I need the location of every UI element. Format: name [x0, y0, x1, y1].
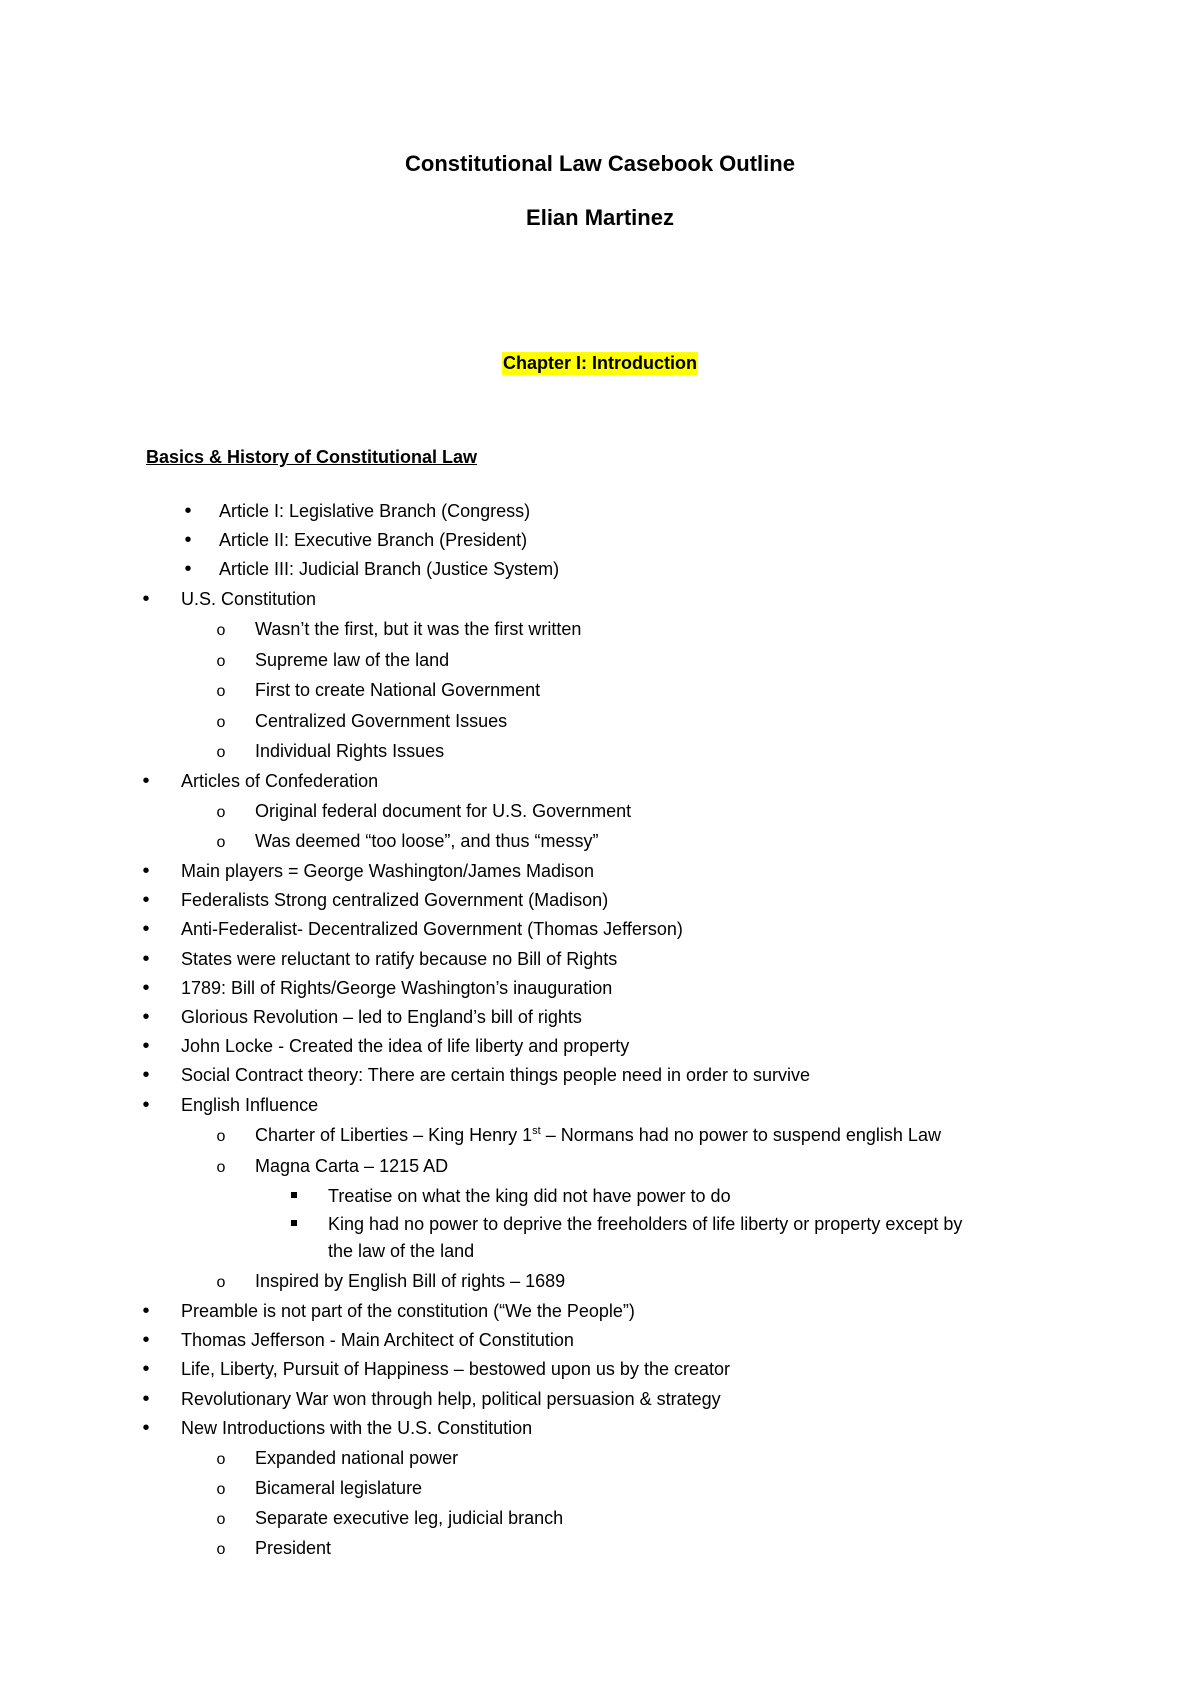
- outline-item-level-2: [255, 1507, 563, 1529]
- outline-item-level-2: [255, 1477, 422, 1499]
- outline-item-text: States were reluctant to ratify because no Bill of Rights: [181, 949, 618, 969]
- outline-item-text: 1789: Bill of Rights/George Washington’s inauguration: [181, 978, 613, 998]
- bullet-dot-icon: [178, 500, 198, 522]
- bullet-dot-icon: [136, 1006, 156, 1028]
- outline-item-level-1: [181, 860, 594, 882]
- outline-item-level-1: [181, 1094, 318, 1116]
- outline-item-level-3: [328, 1213, 962, 1235]
- outline-item-level-1: [219, 500, 530, 522]
- outline-item-text: Was deemed “too loose”, and thus “messy”: [255, 831, 599, 851]
- outline-item-text: Anti-Federalist- Decentralized Government (Thomas Jefferson): [181, 919, 683, 939]
- bullet-circle-icon: [211, 1507, 231, 1531]
- outline-item-text: Federalists Strong centralized Government (Madison): [181, 890, 609, 910]
- bullet-dot-icon: [136, 1329, 156, 1351]
- outline-item-text: Thomas Jefferson - Main Architect of Constitution: [181, 1330, 574, 1350]
- bullet-circle-icon: [211, 618, 231, 642]
- bullet-circle-icon: [211, 710, 231, 734]
- outline-item-text: President: [255, 1538, 332, 1558]
- outline-item-level-1: [219, 558, 559, 580]
- outline-item-level-2: [255, 1537, 331, 1559]
- outline-item-level-2: [255, 1447, 458, 1469]
- outline-item-text: Preamble is not part of the constitution (“We the People”): [181, 1301, 635, 1321]
- outline-item-level-2: [255, 1270, 565, 1292]
- superscript-text: st: [532, 1125, 541, 1137]
- outline-item-text: Revolutionary War won through help, political persuasion & strategy: [181, 1389, 721, 1409]
- bullet-dot-icon: [178, 558, 198, 580]
- outline-item-level-1: [181, 1388, 721, 1410]
- outline-item-level-3: [328, 1240, 474, 1262]
- bullet-dot-icon: [136, 770, 156, 792]
- outline-item-text: Supreme law of the land: [255, 650, 450, 670]
- document-author: Elian Martinez: [526, 205, 674, 230]
- outline-item-level-2: [255, 618, 581, 640]
- bullet-dot-icon: [136, 1388, 156, 1410]
- outline-item-level-1: [181, 889, 608, 911]
- outline-item-level-3: [328, 1185, 731, 1207]
- bullet-dot-icon: [136, 1035, 156, 1057]
- bullet-dot-icon: [136, 1094, 156, 1116]
- document-title: Constitutional Law Casebook Outline: [405, 151, 795, 176]
- bullet-dot-icon: [136, 977, 156, 999]
- bullet-circle-icon: [211, 1155, 231, 1179]
- outline-item-level-2: [255, 679, 540, 701]
- bullet-circle-icon: [211, 740, 231, 764]
- outline-item-text-continued: – Normans had no power to suspend english Law: [540, 1125, 941, 1145]
- outline-item-level-1: [181, 1358, 730, 1380]
- outline-item-level-1: [181, 770, 378, 792]
- bullet-dot-icon: [136, 1358, 156, 1380]
- bullet-circle-icon: [211, 1124, 231, 1148]
- bullet-square-icon: [284, 1185, 304, 1207]
- outline-item-level-1: [181, 918, 683, 940]
- outline-item-level-1: [181, 1006, 582, 1028]
- bullet-circle-icon: [211, 1270, 231, 1294]
- outline-item-text: Separate executive leg, judicial branch: [255, 1508, 564, 1528]
- outline-item-level-1: [181, 1300, 635, 1322]
- outline-item-text: Life, Liberty, Pursuit of Happiness – bestowed upon us by the creator: [181, 1359, 730, 1379]
- outline-item-text: New Introductions with the U.S. Constitution: [181, 1418, 533, 1438]
- outline-item-text: Original federal document for U.S. Government: [255, 801, 632, 821]
- bullet-dot-icon: [136, 948, 156, 970]
- outline-item-text: Articles of Confederation: [181, 771, 379, 791]
- outline-item-level-1: [181, 1035, 629, 1057]
- outline-item-text: Inspired by English Bill of rights – 1689: [255, 1271, 566, 1291]
- outline-item-text: English Influence: [181, 1095, 319, 1115]
- outline-item-level-1: [181, 1417, 532, 1439]
- outline-item-level-2: [255, 800, 631, 822]
- bullet-circle-icon: [211, 679, 231, 703]
- outline-item-level-1: [181, 977, 612, 999]
- outline-item-text: King had no power to deprive the freeholders of life liberty or property except by: [328, 1214, 963, 1234]
- outline-item-level-2: [255, 740, 444, 762]
- outline-item-text: Article III: Judicial Branch (Justice System): [219, 559, 560, 579]
- outline-item-level-1: [181, 588, 316, 610]
- outline-item-text: Individual Rights Issues: [255, 741, 445, 761]
- outline-item-level-1: [181, 948, 617, 970]
- bullet-square-icon: [284, 1213, 304, 1235]
- outline-item-level-2: [255, 649, 449, 671]
- outline-item-level-1: [181, 1064, 810, 1086]
- outline-item-level-1: [181, 1329, 574, 1351]
- outline-item-text: Social Contract theory: There are certain things people need in order to survive: [181, 1065, 811, 1085]
- outline-item-level-2: [255, 1155, 448, 1177]
- bullet-dot-icon: [136, 588, 156, 610]
- bullet-dot-icon: [136, 1064, 156, 1086]
- outline-item-text: Magna Carta – 1215 AD: [255, 1156, 449, 1176]
- outline-item-text: Article II: Executive Branch (President): [219, 530, 528, 550]
- outline-item-text: John Locke - Created the idea of life liberty and property: [181, 1036, 630, 1056]
- outline-item-text: Charter of Liberties – King Henry 1: [255, 1125, 533, 1145]
- bullet-dot-icon: [136, 860, 156, 882]
- bullet-circle-icon: [211, 830, 231, 854]
- outline-item-text: Wasn’t the first, but it was the first written: [255, 619, 582, 639]
- bullet-circle-icon: [211, 1447, 231, 1471]
- outline-item-text: Main players = George Washington/James Madison: [181, 861, 595, 881]
- bullet-dot-icon: [136, 918, 156, 940]
- bullet-dot-icon: [136, 889, 156, 911]
- outline-item-text: the law of the land: [328, 1241, 475, 1261]
- outline-item-level-2: [255, 830, 598, 852]
- outline-item-text: Treatise on what the king did not have power to do: [328, 1186, 731, 1206]
- chapter-heading: Chapter I: Introduction: [503, 353, 697, 373]
- bullet-dot-icon: [136, 1417, 156, 1439]
- outline-item-level-2: [255, 1124, 941, 1146]
- outline-item-text: Expanded national power: [255, 1448, 459, 1468]
- outline-item-level-2: [255, 710, 507, 732]
- chapter-heading-wrap: [0, 352, 1200, 375]
- outline-item-text: U.S. Constitution: [181, 589, 317, 609]
- bullet-circle-icon: [211, 649, 231, 673]
- bullet-circle-icon: [211, 800, 231, 824]
- outline-item-text: Centralized Government Issues: [255, 711, 508, 731]
- outline-item-text: Glorious Revolution – led to England’s bill of rights: [181, 1007, 582, 1027]
- outline-item-level-1: [219, 529, 527, 551]
- outline-item-text: Article I: Legislative Branch (Congress): [219, 501, 531, 521]
- section-heading: Basics & History of Constitutional Law: [146, 447, 478, 467]
- bullet-dot-icon: [136, 1300, 156, 1322]
- bullet-dot-icon: [178, 529, 198, 551]
- bullet-circle-icon: [211, 1477, 231, 1501]
- bullet-circle-icon: [211, 1537, 231, 1561]
- outline-item-text: Bicameral legislature: [255, 1478, 423, 1498]
- outline-item-text: First to create National Government: [255, 680, 541, 700]
